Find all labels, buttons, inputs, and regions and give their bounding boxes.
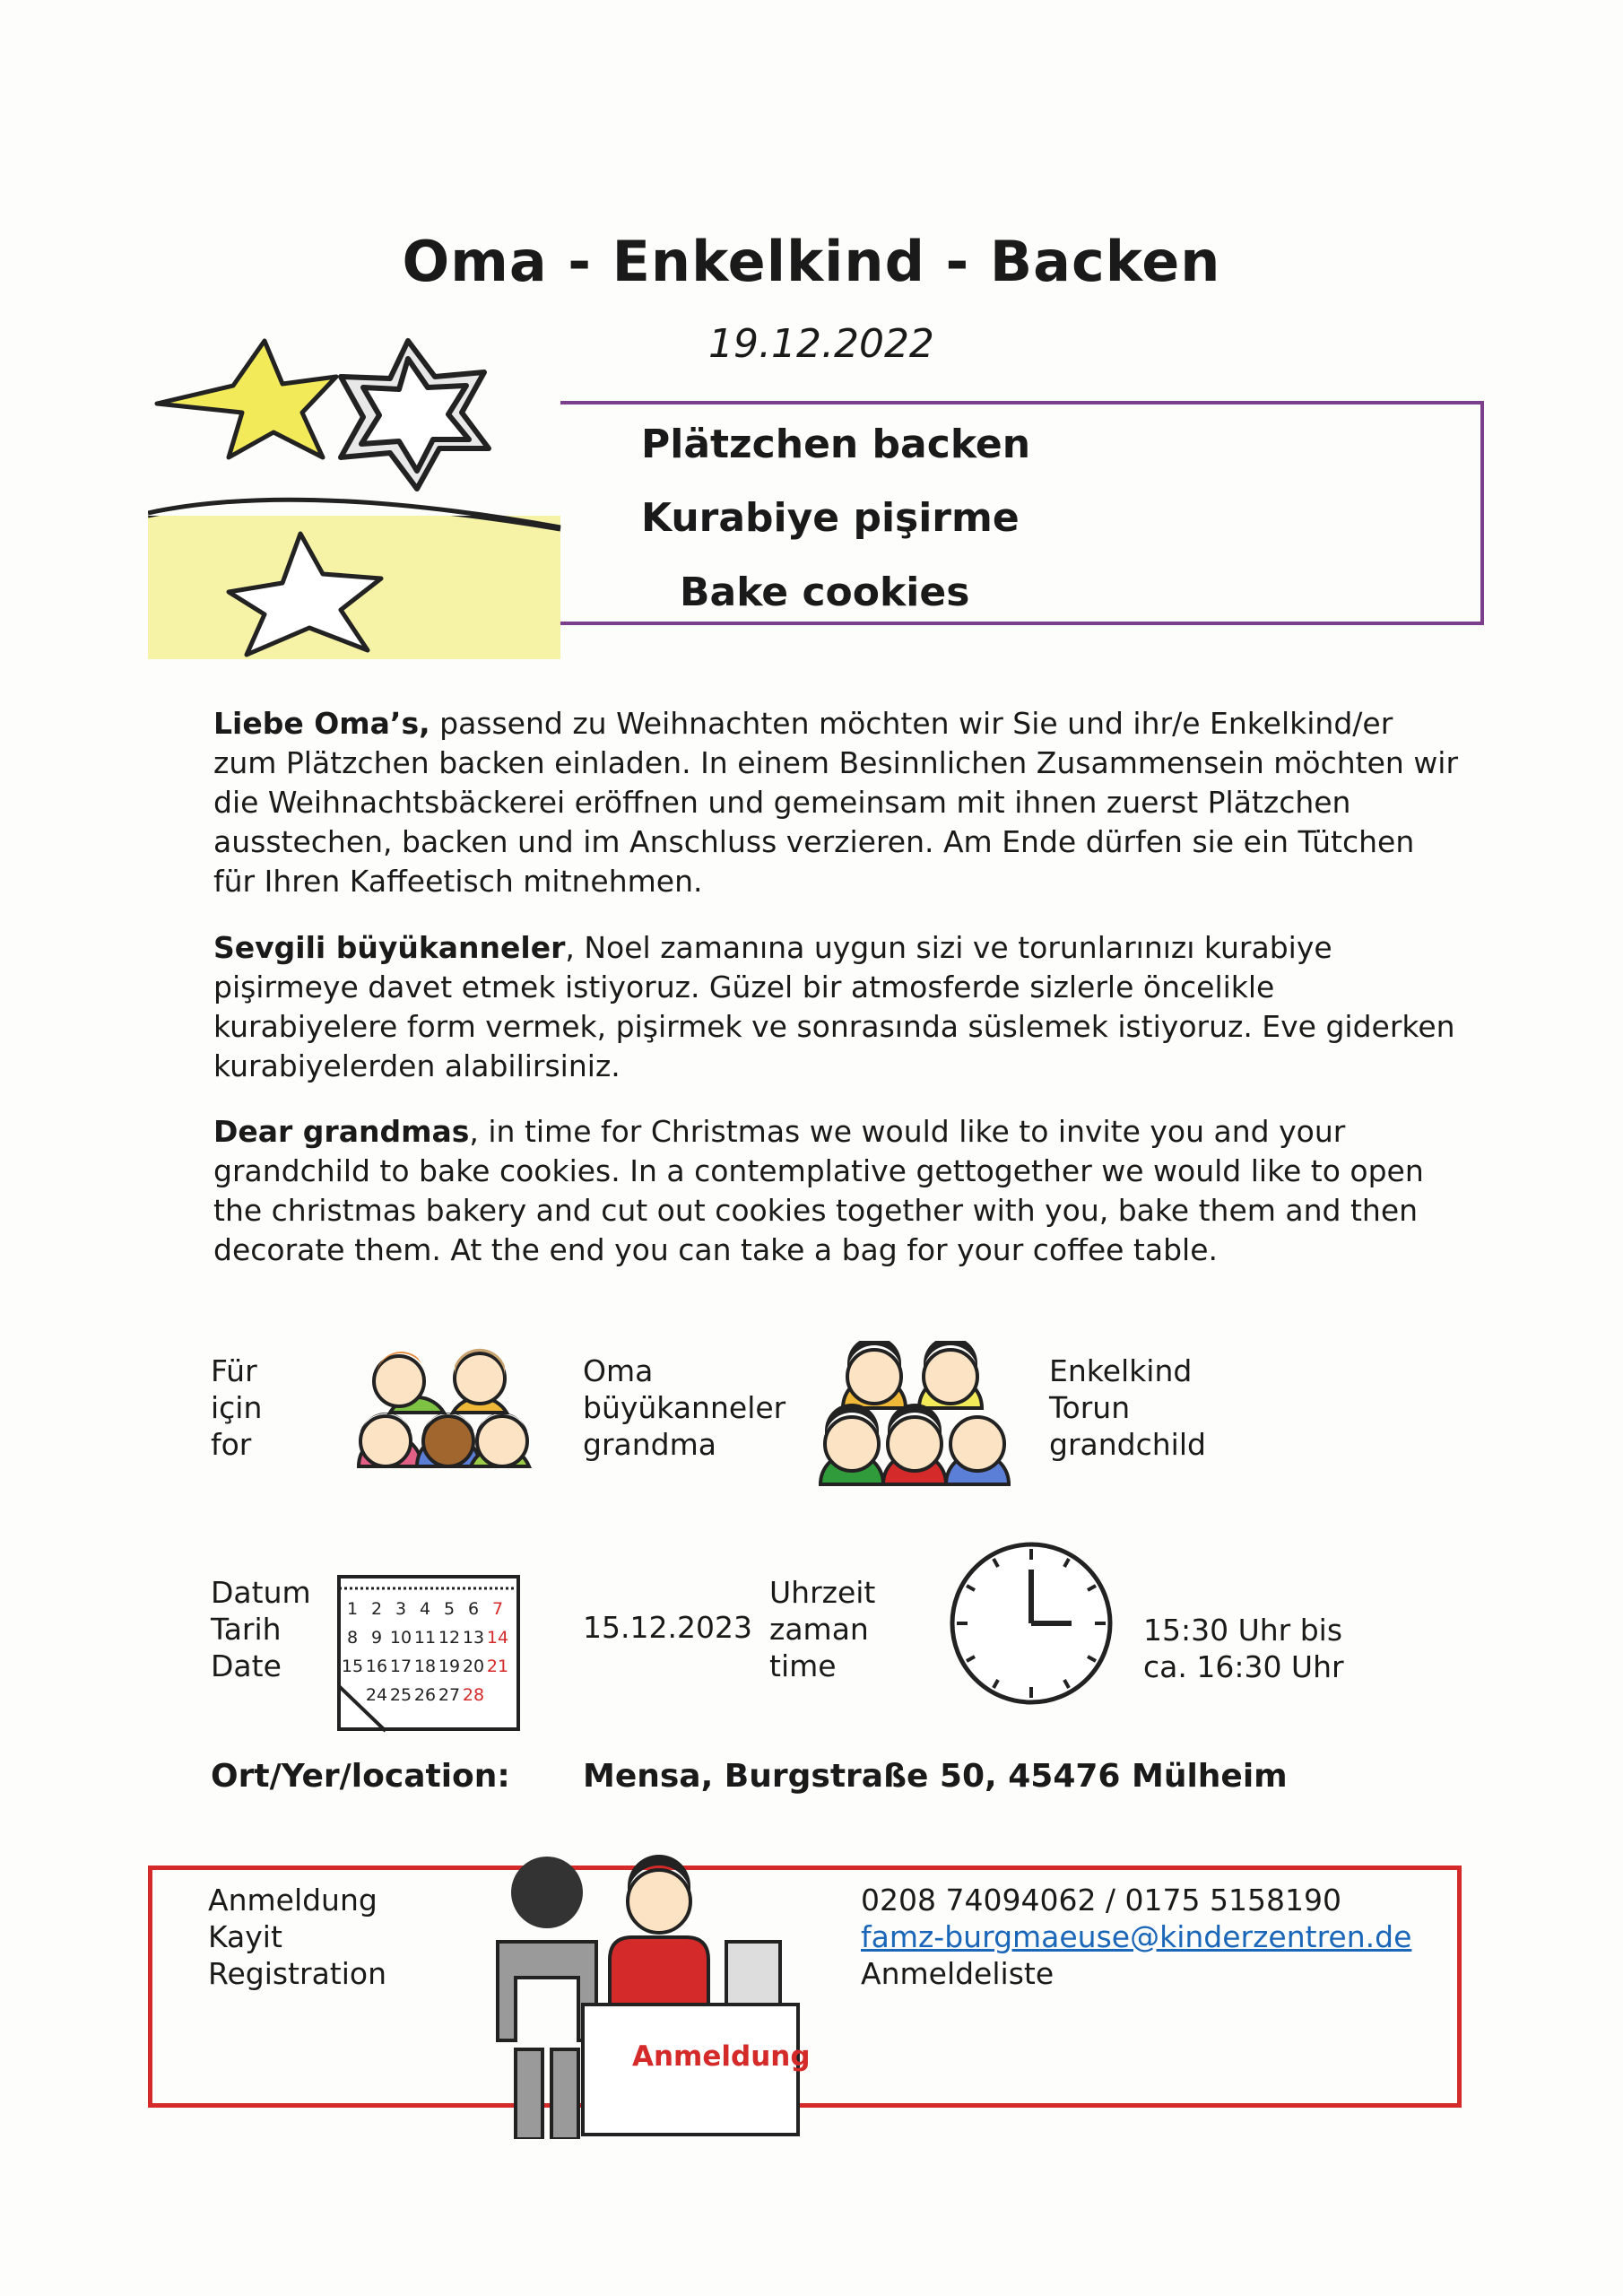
calendar-day: 6 [467, 1599, 480, 1619]
location-label: Ort/Yer/location: [211, 1758, 510, 1795]
paragraph-turkish-lead: Sevgili büyükanneler [213, 930, 566, 965]
registration-label [208, 1882, 386, 1992]
calendar-day: 24 [365, 1685, 388, 1705]
paragraph-german-lead: Liebe Oma’s, [213, 706, 430, 741]
date-label-de: Datum [211, 1575, 311, 1610]
calendar-day: 19 [438, 1657, 461, 1676]
calendar-day: 21 [486, 1657, 509, 1676]
time-label-de: Uhrzeit [769, 1575, 876, 1610]
grandchild-label-en: grandchild [1049, 1427, 1206, 1462]
date-label-en: Date [211, 1648, 282, 1683]
for-label-tr: için [211, 1390, 263, 1425]
calendar-day: 7 [491, 1599, 504, 1619]
grandchild-label-tr: Torun [1049, 1390, 1131, 1425]
grandma-label-en: grandma [583, 1427, 716, 1462]
date-label-tr: Tarih [211, 1612, 282, 1647]
calendar-day: 26 [413, 1685, 437, 1705]
calendar-day: 14 [486, 1628, 509, 1648]
time-label-tr: zaman [769, 1612, 869, 1647]
for-label-de: Für [211, 1353, 257, 1388]
contact-email-link[interactable]: famz-burgmaeuse@kinderzentren.de [861, 1919, 1412, 1954]
registration-sign: Anmeldung [632, 2040, 811, 2073]
visitor-head [511, 1857, 583, 1928]
location-value: Mensa, Burgstraße 50, 45476 Mülheim [583, 1758, 1288, 1795]
calendar-day: 3 [395, 1599, 407, 1619]
registration-label-tr: Kayit [208, 1919, 282, 1954]
children-group-icon [807, 1341, 1022, 1489]
grandchild-label-de: Enkelkind [1049, 1353, 1193, 1388]
event-date: 15.12.2023 [583, 1610, 752, 1645]
page-title: Oma - Enkelkind - Backen [402, 229, 1221, 294]
paragraph-german [213, 704, 1460, 901]
calendar-day: 25 [389, 1685, 412, 1705]
paragraph-english [213, 1112, 1460, 1270]
activity-en: Bake cookies [680, 570, 970, 615]
registration-label-en: Registration [208, 1956, 386, 1991]
clerk-body [610, 1937, 708, 2005]
calendar-day: 10 [389, 1628, 412, 1648]
calendar-day: 17 [389, 1657, 412, 1676]
date-label [211, 1574, 311, 1684]
paragraph-turkish [213, 928, 1460, 1086]
time-value-end: ca. 16:30 Uhr [1143, 1649, 1344, 1684]
paragraph-english-text: , in time for Christmas we would like to invite you and your grandchild to bake cookies. In a contemplative gettogether we would like to open the christmas bakery and cut out cookies together with you, bake them and then decorate them. At the end you can take a bag for your coffee table. [213, 1114, 1424, 1267]
paragraph-german-text: passend zu Weihnachten möchten wir Sie und ihr/e Enkelkind/er zum Plätzchen backen einladen. In einem Besinnlichen Zusammensein möchten wir die Weihnachtsbäckerei eröffnen und gemeinsam mit ihnen zuerst Plätzchen ausstechen, backen und im Anschluss verzieren. Am Ende dürfen sie ein Tütchen für Ihren Kaffeetisch mitnehmen. [213, 706, 1459, 899]
calendar-day: 1 [346, 1599, 359, 1619]
for-label-en: for [211, 1427, 252, 1462]
grandmas-group-icon [345, 1341, 534, 1498]
calendar-day: 27 [438, 1685, 461, 1705]
calendar-day: 15 [341, 1657, 364, 1676]
registration-desk-icon [466, 1852, 825, 2139]
grandma-label-tr: büyükanneler [583, 1390, 786, 1425]
time-value-start: 15:30 Uhr bis [1143, 1613, 1343, 1648]
time-label [769, 1574, 875, 1684]
activity-tr: Kurabiye pişirme [641, 495, 1020, 541]
calendar-day: 2 [370, 1599, 383, 1619]
calendar-day: 11 [413, 1628, 437, 1648]
cookie-stars-illustration [148, 323, 569, 659]
calendar-day: 8 [346, 1628, 359, 1648]
calendar-day: 18 [413, 1657, 437, 1676]
calendar-day: 13 [462, 1628, 485, 1648]
time-label-en: time [769, 1648, 837, 1683]
calendar-day: 12 [438, 1628, 461, 1648]
contact-list: Anmeldeliste [861, 1956, 1055, 1991]
clock-icon [946, 1538, 1116, 1709]
header-date: 19.12.2022 [708, 321, 934, 367]
grandma-label [583, 1352, 785, 1463]
calendar-day: 16 [365, 1657, 388, 1676]
registration-label-de: Anmeldung [208, 1883, 378, 1918]
time-value [1143, 1612, 1344, 1685]
grandma-label-de: Oma [583, 1353, 654, 1388]
contact-info [861, 1882, 1411, 1992]
calendar-day: 20 [462, 1657, 485, 1676]
monitor-icon [726, 1942, 780, 2005]
calendar-day: 5 [443, 1599, 456, 1619]
calendar-day: 9 [370, 1628, 383, 1648]
calendar-day: 4 [419, 1599, 431, 1619]
clerk-head [628, 1870, 690, 1933]
paragraph-english-lead: Dear grandmas [213, 1114, 470, 1149]
grandchild-label [1049, 1352, 1206, 1463]
paragraph-turkish-text: , Noel zamanına uygun sizi ve torunlarınızı kurabiye pişirmeye davet etmek istiyoruz. Güzel bir atmosferde sizlerle öncelikle kurabiyelere form vermek, pişirmek ve sonrasında süslemek istiyoruz. Eve giderken kurabiyelerden alabilirsiniz. [213, 930, 1455, 1083]
for-label [211, 1352, 262, 1463]
calendar-icon [336, 1574, 525, 1735]
activity-de: Plätzchen backen [641, 422, 1031, 467]
calendar-day: 28 [462, 1685, 485, 1705]
contact-phone: 0208 74094062 / 0175 5158190 [861, 1883, 1341, 1918]
